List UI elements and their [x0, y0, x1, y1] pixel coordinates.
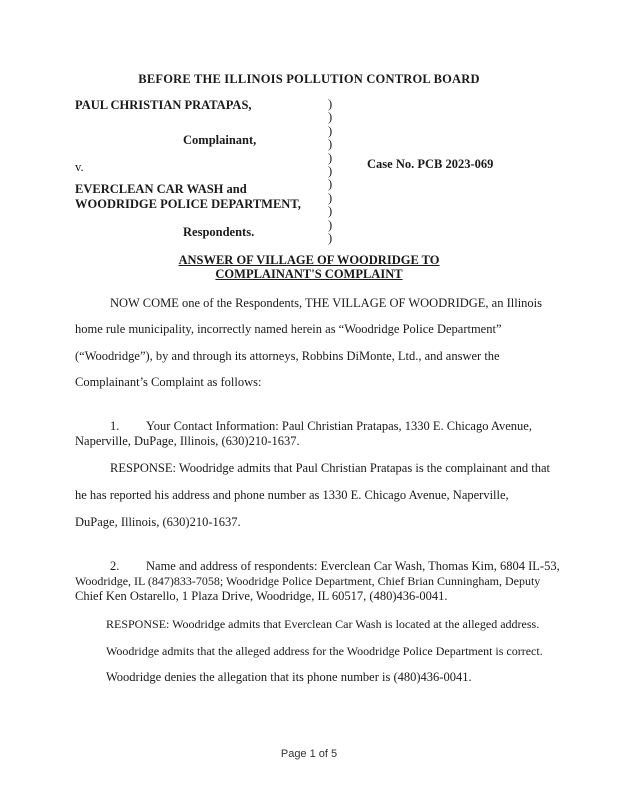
respondents-label: Respondents.: [183, 225, 255, 239]
paren: ): [328, 177, 333, 192]
paren: ): [328, 97, 333, 111]
respondent-line-1: EVERCLEAN CAR WASH and: [75, 182, 247, 196]
item-2-response-2: Woodridge admits that the alleged address for the Woodridge Police Department is correct.: [106, 644, 543, 658]
case-number: Case No. PCB 2023-069: [367, 157, 494, 171]
item-2-line-2: Woodridge, IL (847)833-7058; Woodridge Police Department, Chief Brian Cunningham, Deputy: [75, 574, 541, 588]
page-number: Page 1 of 5: [280, 748, 338, 760]
item-2-response-1: RESPONSE: Woodridge admits that Everclean Car Wash is located at the alleged address.: [106, 617, 540, 631]
item-2-line-1: Name and address of respondents: Everclean Car Wash, Thomas Kim, 6804 IL-53,: [146, 559, 560, 573]
complainant-name: PAUL CHRISTIAN PRATAPAS,: [75, 98, 252, 112]
item-1-number: 1.: [110, 419, 120, 433]
paren: ): [328, 110, 333, 125]
complainant-label: Complainant,: [183, 133, 257, 147]
item-2-line-3: Chief Ken Ostarello, 1 Plaza Drive, Woodridge, IL 60517, (480)436-0041.: [75, 589, 448, 603]
court-header: BEFORE THE ILLINOIS POLLUTION CONTROL BOARD: [138, 72, 480, 86]
paren: ): [328, 150, 333, 165]
item-1-line-1: Your Contact Information: Paul Christian Pratapas, 1330 E. Chicago Avenue,: [146, 419, 532, 433]
paren: ): [328, 137, 333, 152]
respondent-line-2: WOODRIDGE POLICE DEPARTMENT,: [75, 197, 301, 211]
document-title-line-1: ANSWER OF VILLAGE OF WOODRIDGE TO: [178, 253, 440, 267]
paren: ): [328, 231, 333, 246]
item-1-line-2: Naperville, DuPage, Illinois, (630)210-1637.: [75, 434, 300, 448]
item-2-response-3: Woodridge denies the allegation that its phone number is (480)436-0041.: [106, 670, 472, 684]
paren: ): [328, 217, 333, 232]
versus-label: v.: [75, 160, 84, 174]
paren: ): [328, 190, 333, 205]
intro-line-3: (“Woodridge”), by and through its attorneys, Robbins DiMonte, Ltd., and answer the: [75, 349, 500, 363]
paren: ): [328, 164, 333, 179]
item-1-response-1: RESPONSE: Woodridge admits that Paul Christian Pratapas is the complainant and that: [110, 461, 551, 475]
item-1-response-3: DuPage, Illinois, (630)210-1637.: [75, 515, 241, 529]
paren: ): [328, 204, 333, 219]
item-2-number: 2.: [110, 559, 120, 573]
intro-line-2: home rule municipality, incorrectly named herein as “Woodridge Police Department”: [75, 322, 502, 336]
paren: ): [328, 123, 333, 138]
intro-line-4: Complainant’s Complaint as follows:: [75, 375, 262, 389]
item-1-response-2: he has reported his address and phone number as 1330 E. Chicago Avenue, Naperville,: [75, 488, 509, 502]
intro-line-1: NOW COME one of the Respondents, THE VILLAGE OF WOODRIDGE, an Illinois: [110, 296, 543, 310]
document-title-line-2: COMPLAINANT'S COMPLAINT: [215, 267, 403, 281]
caption-parens: [328, 98, 332, 245]
